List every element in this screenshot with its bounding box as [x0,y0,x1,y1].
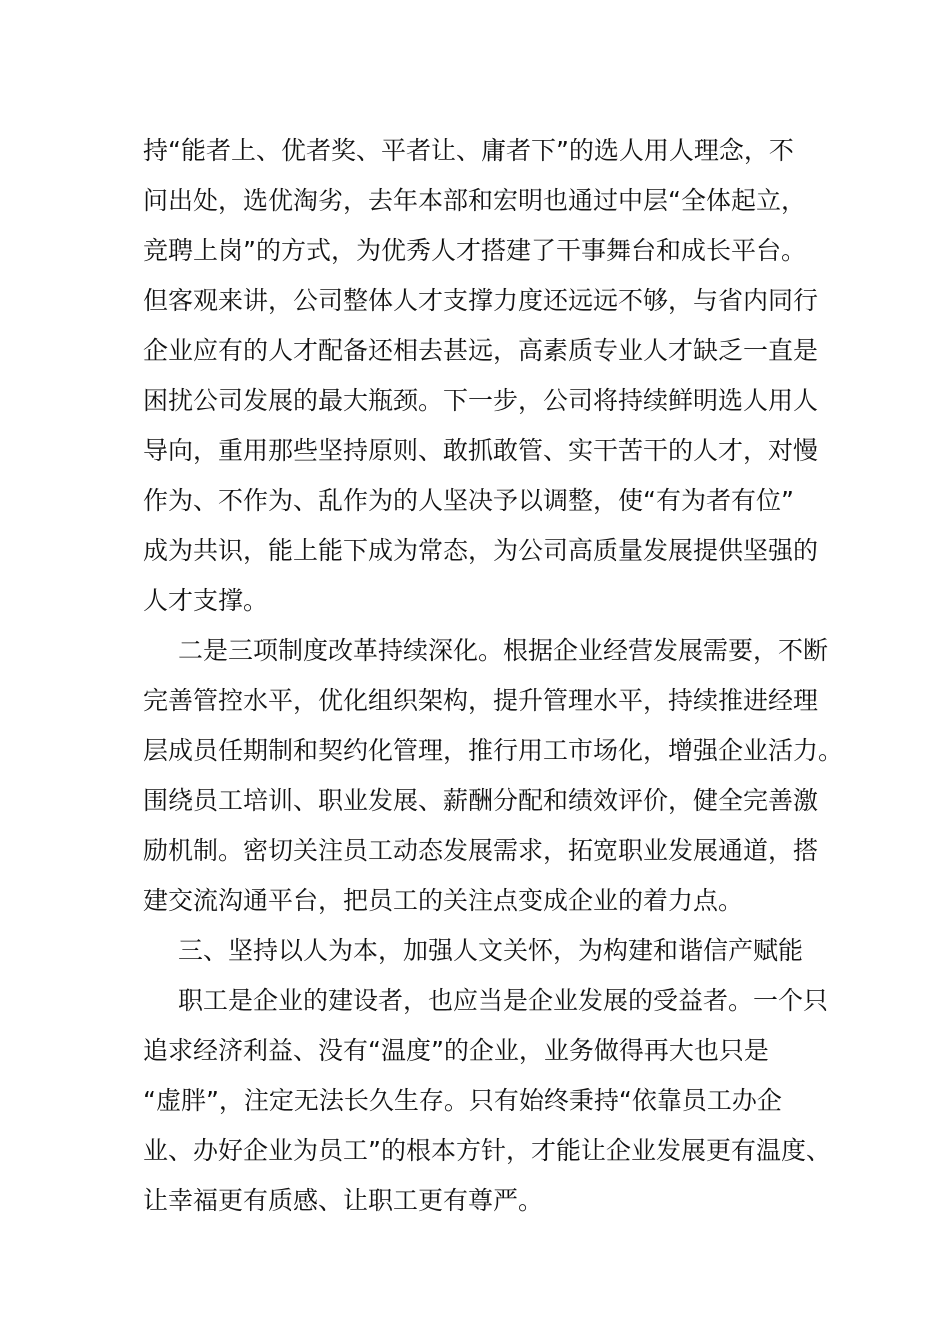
paragraph-line: 完善管控水平，优化组织架构，提升管理水平，持续推进经理 [143,686,819,715]
paragraph-line: 成为共识，能上能下成为常态，为公司高质量发展提供坚强的 [143,536,819,565]
paragraph-line: 励机制。密切关注员工动态发展需求，拓宽职业发展通道，搭 [143,836,819,865]
document-body [143,126,844,1226]
paragraph-line: 导向，重用那些坚持原则、敢抓敢管、实干苦干的人才，对慢 [143,436,819,465]
section-heading: 三、坚持以人为本，加强人文关怀，为构建和谐信产赋能 [178,936,804,965]
paragraph-line: 作为、不作为、乱作为的人坚决予以调整，使“有为者有位” [143,486,794,515]
paragraph-line: 竞聘上岗”的方式，为优秀人才搭建了干事舞台和成长平台。 [143,236,806,265]
paragraph-line: 层成员任期制和契约化管理，推行用工市场化，增强企业活力。 [143,736,844,765]
paragraph-line: 业、办好企业为员工”的根本方针，才能让企业发展更有温度、 [143,1136,831,1165]
paragraph-line: 职工是企业的建设者，也应当是企业发展的受益者。一个只 [178,986,829,1015]
paragraph-line: “虚胖”，注定无法长久生存。只有始终秉持“依靠员工办企 [143,1086,782,1115]
paragraph-line: 问出处，选优淘劣，去年本部和宏明也通过中层“全体起立， [143,186,806,215]
paragraph-line: 困扰公司发展的最大瓶颈。下一步，公司将持续鲜明选人用人 [143,386,819,415]
paragraph-line: 追求经济利益、没有“温度”的企业，业务做得再大也只是 [143,1036,769,1065]
paragraph-line: 人才支撑。 [143,586,269,615]
paragraph-line: 围绕员工培训、职业发展、薪酬分配和绩效评价，健全完善激 [143,786,819,815]
paragraph-line: 二是三项制度改革持续深化。根据企业经营发展需要，不断 [178,636,829,665]
paragraph-line: 建交流沟通平台，把员工的关注点变成企业的着力点。 [143,886,744,915]
paragraph-line: 但客观来讲，公司整体人才支撑力度还远远不够，与省内同行 [143,286,819,315]
paragraph-line: 持“能者上、优者奖、平者让、庸者下”的选人用人理念，不 [143,136,794,165]
paragraph-line: 企业应有的人才配备还相去甚远，高素质专业人才缺乏一直是 [143,336,819,365]
paragraph-line: 让幸福更有质感、让职工更有尊严。 [143,1186,544,1215]
